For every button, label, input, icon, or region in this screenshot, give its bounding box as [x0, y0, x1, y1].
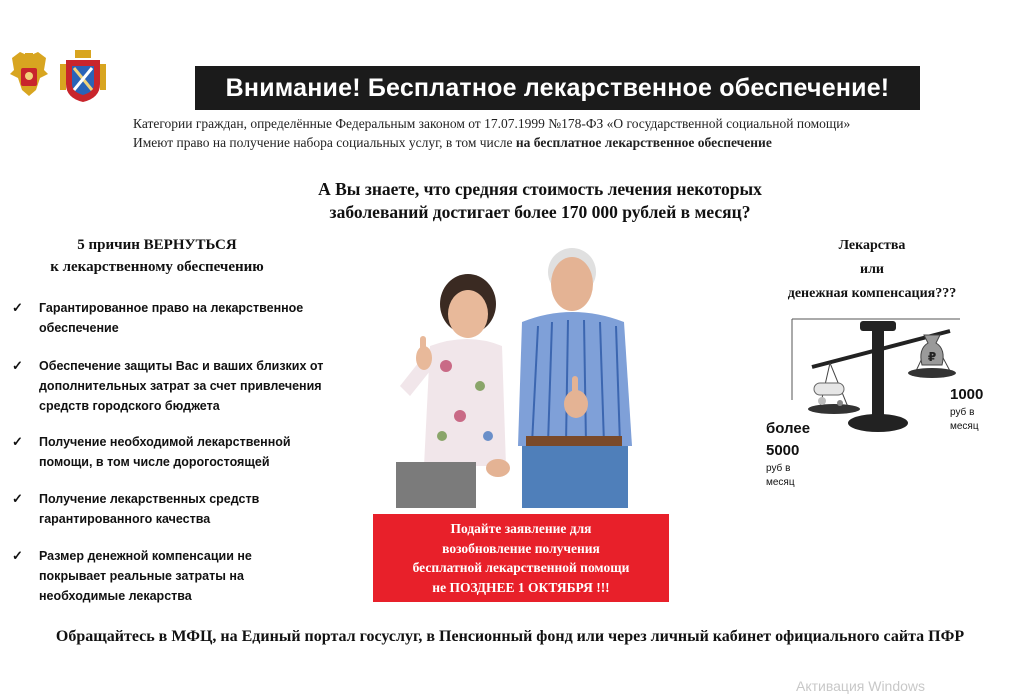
deadline-line-3: бесплатной лекарственной помощи	[412, 560, 630, 575]
cost-question-line-2: заболеваний достигает более 170 000 рублей в месяц?	[329, 202, 751, 222]
deadline-line-4: не ПОЗДНЕЕ 1 ОКТЯБРЯ !!!	[432, 579, 610, 595]
compensation-unit-1: руб в	[950, 407, 975, 418]
deadline-notice	[373, 514, 669, 602]
page-title	[195, 66, 920, 110]
reason-line: покрывает реальные затраты на	[39, 569, 244, 583]
medicine-cost-unit-1: руб в	[766, 463, 791, 474]
reasons-title-line-1: 5 причин ВЕРНУТЬСЯ	[77, 237, 237, 253]
scales-illustration	[790, 315, 970, 445]
reasons-title-line-2: к лекарственному обеспечению	[50, 259, 264, 275]
reason-line: необходимые лекарства	[39, 589, 192, 603]
reason-line: Получение необходимой лекарственной	[39, 435, 291, 449]
reason-line: обеспечение	[39, 321, 119, 335]
medicine-cost-prefix: более	[766, 420, 811, 437]
contact-instructions: Обращайтесь в МФЦ, на Единый портал госуслуг, в Пенсионный фонд или через личный кабинет официального сайта ПФР	[55, 628, 965, 645]
medicine-cost-value: 5000	[766, 442, 800, 459]
checkmark-icon: ✓	[12, 300, 23, 315]
checkmark-icon: ✓	[12, 491, 23, 506]
intro-line-2-prefix: Имеют право на получение набора социальных услуг, в том числе	[133, 135, 516, 150]
cost-question-line-1: А Вы знаете, что средняя стоимость лечения некоторых	[318, 179, 762, 199]
choice-question	[752, 234, 992, 306]
russia-coat-of-arms-icon	[8, 50, 50, 105]
reason-line: гарантированного качества	[39, 512, 211, 526]
choice-line-1: Лекарства	[838, 238, 906, 253]
deadline-line-2: возобновление получения	[442, 540, 600, 556]
windows-activation-watermark: Активация Windows	[796, 678, 926, 694]
checkmark-icon: ✓	[12, 548, 23, 563]
medicine-cost-label	[766, 418, 810, 490]
money-symbol: ₽	[927, 350, 937, 364]
reason-line: Обеспечение защиты Вас и ваших близких от	[39, 359, 324, 373]
choice-line-3: денежная компенсация???	[787, 286, 957, 301]
elderly-couple-photo	[380, 236, 650, 513]
intro-line-1: Категории граждан, определённые Федеральным законом от 17.07.1999 №178-ФЗ «О государственной социальной помощи»	[133, 116, 851, 131]
page-title-text: Внимание! Бесплатное лекарственное обеспечение!	[225, 73, 890, 102]
choice-line-2: или	[860, 262, 884, 277]
intro-line-2-bold: на бесплатное лекарственное обеспечение	[515, 135, 772, 150]
compensation-value: 1000	[950, 386, 984, 403]
intro-line-2	[133, 135, 772, 151]
reason-line: Получение лекарственных средств	[39, 492, 260, 506]
compensation-label	[950, 384, 983, 434]
saint-petersburg-coat-of-arms-icon	[58, 50, 108, 109]
pills-icon	[814, 383, 844, 406]
checkmark-icon: ✓	[12, 358, 23, 373]
cost-question	[270, 178, 810, 224]
reason-line: помощи, в том числе дорогостоящей	[39, 455, 270, 469]
checkmark-icon: ✓	[12, 434, 23, 449]
medicine-cost-unit-2: месяц	[766, 477, 795, 488]
compensation-unit-2: месяц	[950, 421, 979, 432]
deadline-line-1: Подайте заявление для	[450, 521, 592, 536]
reason-line: Гарантированное право на лекарственное	[39, 301, 304, 315]
reason-line: средств городского бюджета	[39, 399, 220, 413]
reason-line: дополнительных затрат за счет привлечения	[39, 379, 322, 393]
reasons-title	[22, 234, 292, 278]
reason-line: Размер денежной компенсации не	[39, 549, 252, 563]
